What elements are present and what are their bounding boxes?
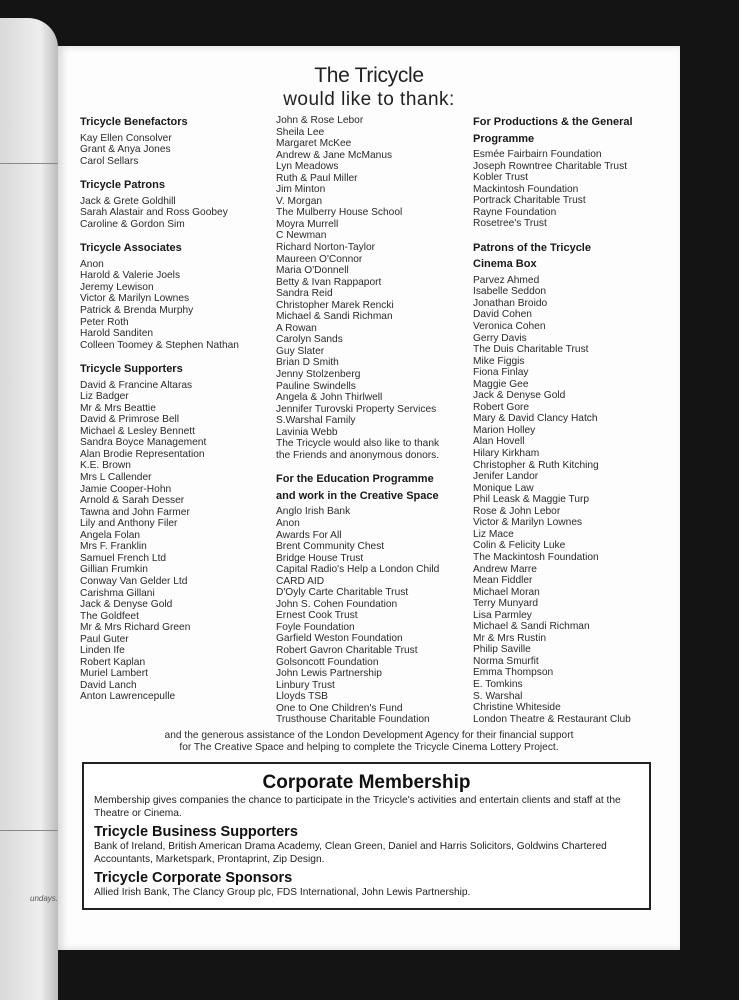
list-item: Jeremy Lewison xyxy=(80,281,154,293)
cinema-box-list xyxy=(473,275,673,725)
list-item: Jack & Denyse Gold xyxy=(473,390,566,402)
list-item: Mrs F. Franklin xyxy=(80,541,147,553)
list-item: Sheila Lee xyxy=(276,126,325,138)
list-item: Christine Whiteside xyxy=(473,702,561,714)
list-item: Mackintosh Foundation xyxy=(473,183,579,195)
list-item: The Goldfeet xyxy=(80,610,139,622)
list-item: The Duis Charitable Trust xyxy=(473,344,589,356)
list-item: Trusthouse Charitable Foundation xyxy=(276,714,430,726)
facing-page-edge xyxy=(0,18,58,1000)
productions-section xyxy=(473,116,673,230)
list-item: Lisa Parmley xyxy=(473,609,532,621)
list-item: Rayne Foundation xyxy=(473,206,557,218)
list-item: Maria O'Donnell xyxy=(276,265,349,277)
column-2 xyxy=(276,115,471,738)
corporate-sponsors-title: Tricycle Corporate Sponsors xyxy=(94,870,293,886)
business-supporters-title: Tricycle Business Supporters xyxy=(94,824,298,840)
list-item: Mrs L Callender xyxy=(80,472,152,484)
list-item: Monique Law xyxy=(473,482,534,494)
list-item: CARD AID xyxy=(276,575,325,587)
list-item: Portrack Charitable Trust xyxy=(473,195,586,207)
list-item: Mr & Mrs Beattie xyxy=(80,402,156,414)
section-title: Tricycle Associates xyxy=(80,242,182,255)
list-item: C Newman xyxy=(276,230,327,242)
column-3 xyxy=(473,116,673,737)
list-item: Patrick & Brenda Murphy xyxy=(80,304,194,316)
list-item: John & Rose Lebor xyxy=(276,115,364,126)
list-item: Caroline & Gordon Sim xyxy=(80,218,185,230)
list-item: Fiona Finlay xyxy=(473,367,529,379)
footnote-line: and the generous assistance of the London Development Agency for their financial support xyxy=(164,730,574,741)
list-item: Norma Smurfit xyxy=(473,655,539,667)
list-item: Carolyn Sands xyxy=(276,334,343,346)
list-item: John S. Cohen Foundation xyxy=(276,598,398,610)
corporate-sponsors-text: Allied Irish Bank, The Clancy Group plc, FDS International, John Lewis Partnership. xyxy=(94,887,471,898)
list-item: Joseph Rowntree Charitable Trust xyxy=(473,160,628,172)
section-title: For the Education Programme xyxy=(276,473,434,486)
list-item: E. Tomkins xyxy=(473,678,523,690)
list-item: Gerry Davis xyxy=(473,332,527,344)
list-item: Jennifer Turovski Property Services xyxy=(276,403,437,415)
section-title: Programme xyxy=(473,132,535,145)
list-item: The Mulberry House School xyxy=(276,207,403,219)
corporate-title: Corporate Membership xyxy=(262,772,471,793)
list-item: Mean Fiddler xyxy=(473,575,533,587)
list-item: Isabelle Seddon xyxy=(473,286,547,298)
list-item: Robert Gore xyxy=(473,401,530,413)
footnote-line: for The Creative Space and helping to complete the Tricycle Cinema Lottery Project. xyxy=(179,742,559,753)
list-item: Sandra Reid xyxy=(276,288,333,300)
section-title: Cinema Box xyxy=(473,258,537,271)
section-title: Tricycle Benefactors xyxy=(80,116,188,128)
list-item: K.E. Brown xyxy=(80,460,131,472)
corporate-intro: Membership gives companies the chance to participate in the Tricycle's activities and entertain clients and staff at the Theatre or Cinema. xyxy=(94,795,621,819)
list-item: Peter Roth xyxy=(80,316,129,328)
list-item: Mike Figgis xyxy=(473,355,525,367)
list-item: Harold & Valerie Joels xyxy=(80,270,181,282)
list-item: Jack & Grete Goldhill xyxy=(80,195,176,207)
list-item: Maggie Gee xyxy=(473,378,529,390)
section-title: and work in the Creative Space xyxy=(276,489,439,502)
list-item: Michael & Sandi Richman xyxy=(276,311,393,323)
patrons-section xyxy=(80,179,270,230)
list-item: Margaret McKee xyxy=(276,138,352,150)
list-item: D'Oyly Carte Charitable Trust xyxy=(276,587,409,599)
list-item: Christopher Marek Rencki xyxy=(276,299,394,311)
list-item: Anon xyxy=(80,258,104,270)
list-item: Arnold & Sarah Desser xyxy=(80,495,185,507)
list-item: Esmée Fairbairn Foundation xyxy=(473,149,602,160)
list-item: Tawna and John Farmer xyxy=(80,506,190,518)
list-item: Jamie Cooper-Hohn xyxy=(80,483,172,495)
list-item: Kay Ellen Consolver xyxy=(80,132,172,144)
list-item: Michael & Sandi Richman xyxy=(473,621,590,633)
column-1 xyxy=(80,116,270,715)
list-item: Alan Hovell xyxy=(473,436,525,448)
list-item: Kobler Trust xyxy=(473,172,528,184)
list-item: Pauline Swindells xyxy=(276,380,356,392)
list-item: Gillian Frumkin xyxy=(80,564,148,576)
list-item: Phil Leask & Maggie Turp xyxy=(473,494,590,506)
list-item: Robert Kaplan xyxy=(80,656,146,668)
list-item: Golsoncott Foundation xyxy=(276,656,379,668)
list-item: Paul Guter xyxy=(80,633,129,645)
list-item: Bridge House Trust xyxy=(276,552,364,564)
list-item: Samuel French Ltd xyxy=(80,552,167,564)
education-list xyxy=(276,506,471,725)
list-item: Rose & John Lebor xyxy=(473,505,561,517)
corporate-membership-box xyxy=(82,762,651,910)
list-item: Michael & Lesley Bennett xyxy=(80,425,195,437)
list-item: Ernest Cook Trust xyxy=(276,610,358,622)
list-item: One to One Children's Fund xyxy=(276,702,403,714)
list-item: Betty & Ivan Rappaport xyxy=(276,276,382,288)
list-item: Marion Holley xyxy=(473,424,536,436)
list-item: Lyn Meadows xyxy=(276,161,339,173)
list-item: Angela & John Thirlwell xyxy=(276,392,383,404)
list-item: Harold Sanditen xyxy=(80,328,154,340)
page-title: The Tricycle xyxy=(314,64,424,87)
section-title: For Productions & the General xyxy=(473,116,633,128)
benefactors-section xyxy=(80,116,270,167)
list-item: Andrew & Jane McManus xyxy=(276,149,393,161)
education-section xyxy=(276,473,471,725)
list-item: Guy Slater xyxy=(276,345,325,357)
section-title: Patrons of the Tricycle xyxy=(473,241,591,254)
list-item: Andrew Marre xyxy=(473,563,537,575)
list-item: John Lewis Partnership xyxy=(276,668,382,680)
list-item: David Lanch xyxy=(80,679,137,691)
list-item: Anglo Irish Bank xyxy=(276,506,351,518)
list-item: Mr & Mrs Richard Green xyxy=(80,622,191,634)
facing-page-rule xyxy=(0,830,58,831)
list-item: Mr & Mrs Rustin xyxy=(473,632,547,644)
page-subtitle: would like to thank: xyxy=(283,89,455,110)
section-title: Tricycle Patrons xyxy=(80,179,165,192)
list-item: Michael Moran xyxy=(473,586,540,598)
list-item: The Mackintosh Foundation xyxy=(473,551,599,563)
list-item: Carol Sellars xyxy=(80,155,139,167)
list-item: Ruth & Paul Miller xyxy=(276,172,358,184)
list-item: Anon xyxy=(276,517,300,529)
list-item: Foyle Foundation xyxy=(276,621,355,633)
list-item: Capital Radio's Help a London Child xyxy=(276,564,440,576)
list-item: Lily and Anthony Filer xyxy=(80,518,178,530)
section-title: Tricycle Supporters xyxy=(80,363,183,376)
list-item: Linbury Trust xyxy=(276,679,335,691)
list-item: Jenny Stolzenberg xyxy=(276,369,361,381)
list-item: Jonathan Broido xyxy=(473,297,548,309)
list-item: Parvez Ahmed xyxy=(473,274,540,286)
productions-list xyxy=(473,149,673,230)
business-supporters-text: Bank of Ireland, British American Drama Academy, Clean Green, Daniel and Harris Solicitors, Goldwins Chartered Accountants, Marketspark, Prontaprint, Zip Design. xyxy=(94,841,607,865)
list-item: Jim Minton xyxy=(276,184,326,196)
list-item: Awards For All xyxy=(276,529,342,541)
list-item: Liz Mace xyxy=(473,528,514,540)
facing-page-text: undays. xyxy=(30,894,59,903)
list-item: Carishma Gillani xyxy=(80,587,155,599)
facing-page-rule xyxy=(0,163,58,164)
list-item: Jenifer Landor xyxy=(473,471,539,483)
list-item: Rosetree's Trust xyxy=(473,218,547,230)
list-item: Brian D Smith xyxy=(276,357,339,369)
list-item: Christopher & Ruth Kitching xyxy=(473,459,599,471)
list-item: David & Francine Altaras xyxy=(80,379,193,391)
list-item: Alan Brodie Representation xyxy=(80,448,205,460)
list-item: Colin & Felicity Luke xyxy=(473,540,566,552)
list-item: Sarah Alastair and Ross Goobey xyxy=(80,207,228,219)
list-item: Lloyds TSB xyxy=(276,691,328,703)
list-item: A Rowan xyxy=(276,322,317,334)
list-item: London Theatre & Restaurant Club xyxy=(473,713,631,725)
list-item: Brent Community Chest xyxy=(276,541,385,553)
list-item: Victor & Marilyn Lownes xyxy=(473,517,583,529)
list-item: Victor & Marilyn Lownes xyxy=(80,293,190,305)
list-item: Grant & Anya Jones xyxy=(80,144,171,156)
list-item: Moyra Murrell xyxy=(276,218,339,230)
list-item: Emma Thompson xyxy=(473,667,554,679)
list-item: Hilary Kirkham xyxy=(473,448,540,460)
list-item: Veronica Cohen xyxy=(473,321,546,333)
list-item: Anton Lawrencepulle xyxy=(80,691,176,703)
list-item: the Friends and anonymous donors. xyxy=(276,449,440,461)
list-item: Angela Folan xyxy=(80,529,141,541)
cinema-box-section xyxy=(473,242,673,725)
list-item: David Cohen xyxy=(473,309,532,321)
list-item: Linden Ife xyxy=(80,645,125,657)
list-item: Lavinia Webb xyxy=(276,426,338,438)
list-item: The Tricycle would also like to thank xyxy=(276,438,440,450)
list-item: S.Warshal Family xyxy=(276,415,356,427)
list-item: Muriel Lambert xyxy=(80,668,148,680)
list-item: Maureen O'Connor xyxy=(276,253,363,265)
supporters-section xyxy=(80,363,270,703)
footnote xyxy=(58,730,680,754)
associates-section xyxy=(80,242,270,351)
list-item: Mary & David Clancy Hatch xyxy=(473,413,598,425)
list-item: Jack & Denyse Gold xyxy=(80,599,173,611)
list-item: Liz Badger xyxy=(80,391,129,403)
list-item: Philip Saville xyxy=(473,644,531,656)
list-item: Conway Van Gelder Ltd xyxy=(80,575,188,587)
list-item: Terry Munyard xyxy=(473,598,539,610)
list-item: Colleen Toomey & Stephen Nathan xyxy=(80,339,239,351)
supporters-continued xyxy=(276,115,471,461)
list-item: David & Primrose Bell xyxy=(80,414,180,426)
list-item: Sandra Boyce Management xyxy=(80,437,207,449)
list-item: Robert Gavron Charitable Trust xyxy=(276,644,418,656)
programme-page xyxy=(58,46,680,950)
list-item: S. Warshal xyxy=(473,690,523,702)
list-item: Garfield Weston Foundation xyxy=(276,633,403,645)
list-item: Richard Norton-Taylor xyxy=(276,242,376,254)
list-item: V. Morgan xyxy=(276,195,323,207)
